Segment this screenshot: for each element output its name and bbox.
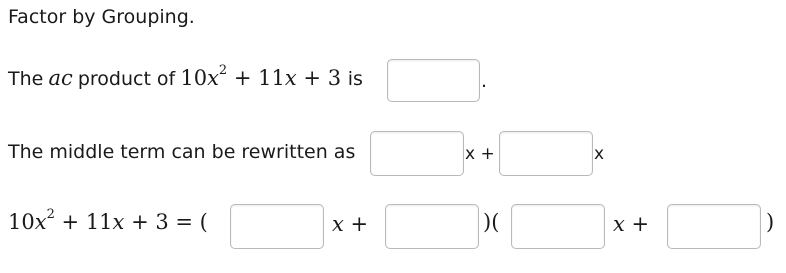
ac-product-input[interactable] — [387, 59, 480, 102]
middle-term-input-2[interactable] — [499, 131, 593, 176]
middle-term-prompt: The middle term can be rewritten as — [8, 141, 356, 163]
ac-period: . — [481, 70, 488, 92]
middle-term-input-1[interactable] — [370, 131, 464, 176]
factor-x-plus-1: x + — [332, 212, 369, 236]
factor-input-4[interactable] — [667, 204, 761, 249]
ac-prefix: The — [8, 68, 44, 90]
ac-mid-text: product of — [77, 68, 176, 90]
ac-symbol: ac — [48, 66, 73, 90]
ac-product-prompt — [8, 63, 363, 90]
factored-lhs: $10x^2 + 11x + 3$ = ( — [8, 207, 208, 234]
factor-x-plus-2: x + — [613, 212, 650, 236]
factor-input-1[interactable] — [230, 204, 324, 249]
factor-input-2[interactable] — [385, 204, 479, 249]
factor-middle-parens: )( — [483, 210, 500, 234]
middle-term-x: x — [594, 144, 605, 164]
problem-title: Factor by Grouping. — [8, 6, 195, 28]
ac-suffix: is — [347, 68, 363, 90]
factor-close-paren: ) — [766, 210, 775, 234]
ac-expression: $10x^2 + 11x + 3$ — [180, 63, 342, 90]
middle-term-x-plus: x + — [465, 144, 495, 164]
factor-input-3[interactable] — [511, 204, 605, 249]
